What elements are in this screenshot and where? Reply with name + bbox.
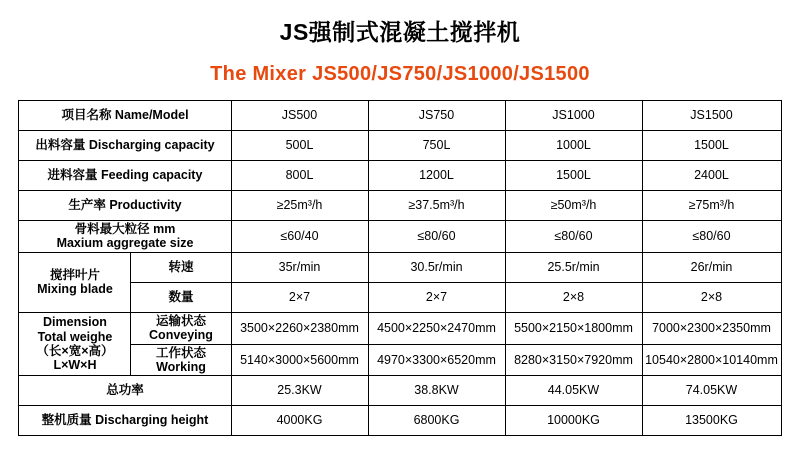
cell-value: 7000×2300×2350mm bbox=[642, 312, 781, 344]
group-label-line1: Dimension bbox=[43, 315, 107, 330]
group-label-line2: Mixing blade bbox=[37, 282, 113, 297]
cell-value: 4500×2250×2470mm bbox=[368, 312, 505, 344]
cell-value: 30.5r/min bbox=[368, 252, 505, 282]
table-row bbox=[19, 131, 781, 161]
cell-value: 3500×2260×2380mm bbox=[231, 312, 368, 344]
row-group-label-dimension bbox=[19, 312, 131, 376]
cell-value: 4970×3300×6520mm bbox=[368, 344, 505, 376]
row-label bbox=[19, 221, 231, 253]
row-sublabel bbox=[131, 344, 231, 376]
cell-value: ≤80/60 bbox=[642, 221, 781, 253]
page-title-cn: JS强制式混凝土搅拌机 bbox=[279, 19, 521, 45]
group-label-line1: 搅拌叶片 bbox=[49, 267, 100, 282]
row-label: 生产率 Productivity bbox=[19, 191, 231, 221]
cell-value: JS1000 bbox=[505, 101, 642, 131]
cell-value: 2×7 bbox=[368, 282, 505, 312]
group-label-line3: （长×宽×高） bbox=[36, 344, 114, 358]
row-sublabel: 转速 bbox=[131, 252, 231, 282]
cell-value: 38.8KW bbox=[368, 376, 505, 406]
cell-value: ≥75m³/h bbox=[642, 191, 781, 221]
cell-value: 500L bbox=[231, 131, 368, 161]
table-row bbox=[19, 161, 781, 191]
cell-value: 1000L bbox=[505, 131, 642, 161]
row-label: 项目名称 Name/Model bbox=[19, 101, 231, 131]
table-row bbox=[19, 191, 781, 221]
cell-value: 10000KG bbox=[505, 406, 642, 436]
cell-value: 25.5r/min bbox=[505, 252, 642, 282]
cell-value: JS500 bbox=[231, 101, 368, 131]
table-row bbox=[19, 282, 781, 312]
cell-value: 13500KG bbox=[642, 406, 781, 436]
cell-value: 750L bbox=[368, 131, 505, 161]
row-sublabel bbox=[131, 312, 231, 344]
row-group-label-mixing-blade bbox=[19, 252, 131, 312]
table-row bbox=[19, 312, 781, 344]
table-row bbox=[19, 252, 781, 282]
cell-value: 10540×2800×10140mm bbox=[642, 344, 781, 376]
table-row bbox=[19, 406, 781, 436]
row-sublabel: 数量 bbox=[131, 282, 231, 312]
table-row bbox=[19, 376, 781, 406]
specification-table bbox=[18, 100, 781, 436]
cell-value: 5140×3000×5600mm bbox=[231, 344, 368, 376]
cell-value: ≥25m³/h bbox=[231, 191, 368, 221]
cell-value: 1200L bbox=[368, 161, 505, 191]
page-title-en: The Mixer JS500/JS750/JS1000/JS1500 bbox=[210, 63, 590, 85]
cell-value: ≥50m³/h bbox=[505, 191, 642, 221]
row-label-line1: 骨料最大粒径 mm bbox=[74, 222, 176, 236]
table-row bbox=[19, 221, 781, 253]
cell-value: ≤60/40 bbox=[231, 221, 368, 253]
cell-value: 5500×2150×1800mm bbox=[505, 312, 642, 344]
row-label: 进料容量 Feeding capacity bbox=[19, 161, 231, 191]
cell-value: ≤80/60 bbox=[505, 221, 642, 253]
row-label-line2: Maxium aggregate size bbox=[56, 236, 194, 251]
row-sublabel-line1: 工作状态 bbox=[155, 345, 206, 360]
row-sublabel-line1: 运输状态 bbox=[155, 313, 206, 328]
row-label: 出料容量 Discharging capacity bbox=[19, 131, 231, 161]
group-label-line2: Total weighe bbox=[37, 329, 113, 344]
cell-value: 44.05KW bbox=[505, 376, 642, 406]
cell-value: 1500L bbox=[505, 161, 642, 191]
cell-value: JS1500 bbox=[642, 101, 781, 131]
cell-value: 26r/min bbox=[642, 252, 781, 282]
cell-value: 8280×3150×7920mm bbox=[505, 344, 642, 376]
cell-value: 1500L bbox=[642, 131, 781, 161]
group-label-line4: L×W×H bbox=[53, 358, 97, 373]
cell-value: JS750 bbox=[368, 101, 505, 131]
cell-value: 25.3KW bbox=[231, 376, 368, 406]
row-label: 总功率 bbox=[19, 376, 231, 406]
cell-value: 2×7 bbox=[231, 282, 368, 312]
cell-value: 2×8 bbox=[505, 282, 642, 312]
row-label: 整机质量 Discharging height bbox=[19, 406, 231, 436]
table-row bbox=[19, 101, 781, 131]
table-row bbox=[19, 344, 781, 376]
cell-value: 74.05KW bbox=[642, 376, 781, 406]
row-sublabel-line2: Conveying bbox=[149, 328, 213, 343]
cell-value: 2400L bbox=[642, 161, 781, 191]
cell-value: ≤80/60 bbox=[368, 221, 505, 253]
cell-value: 4000KG bbox=[231, 406, 368, 436]
cell-value: 800L bbox=[231, 161, 368, 191]
cell-value: 35r/min bbox=[231, 252, 368, 282]
row-sublabel-line2: Working bbox=[156, 359, 206, 374]
cell-value: 2×8 bbox=[642, 282, 781, 312]
cell-value: ≥37.5m³/h bbox=[368, 191, 505, 221]
cell-value: 6800KG bbox=[368, 406, 505, 436]
